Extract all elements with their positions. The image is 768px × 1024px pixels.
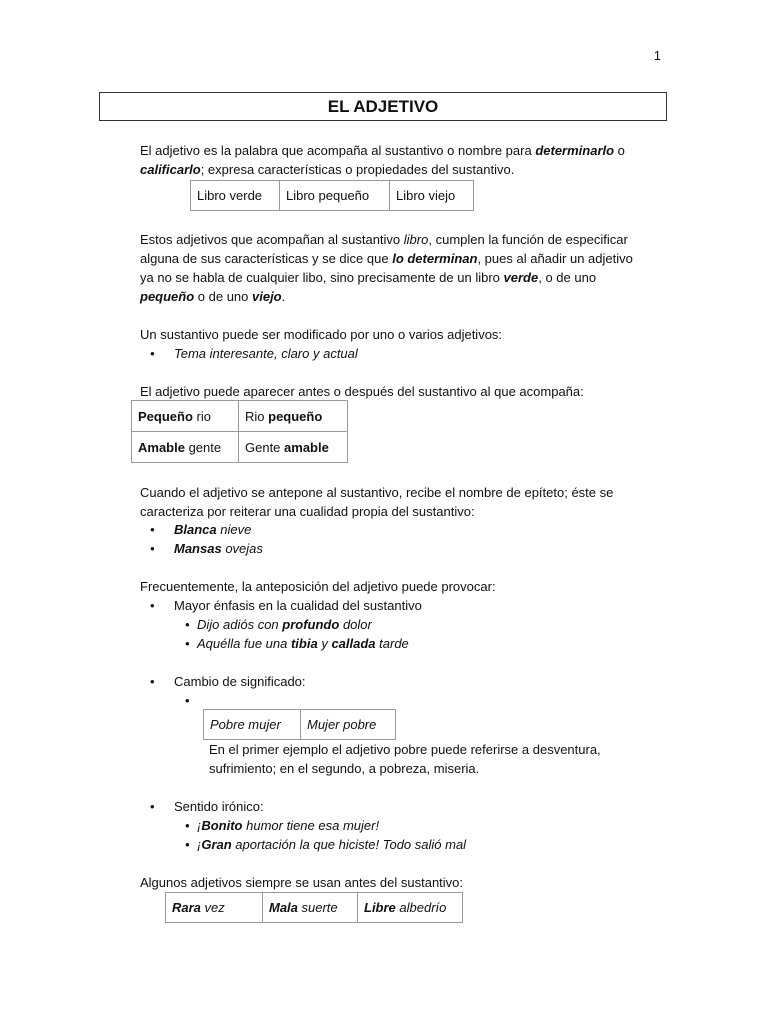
epiteto-paragraph	[140, 483, 680, 521]
libro-paragraph	[140, 230, 680, 306]
table-cell: Rara vez	[166, 893, 263, 923]
emphasis-calificarlo: calificarlo	[140, 162, 201, 177]
table-cell: Libro verde	[191, 181, 280, 211]
list-item	[185, 691, 197, 710]
intro-line-2: calificarlo; expresa características o propiedades del sustantivo.	[140, 162, 515, 177]
list-item: • Aquélla fue una tibia y callada tarde	[185, 634, 409, 653]
paragraph-line: En el primer ejemplo el adjetivo pobre puede referirse a desventura,	[209, 742, 601, 757]
table-cell: Pobre mujer	[204, 710, 301, 740]
paragraph-line: pequeño o de uno viejo.	[140, 289, 286, 304]
modifiers-paragraph: Un sustantivo puede ser modificado por uno o varios adjetivos:	[140, 327, 503, 342]
list-item: • ¡Bonito humor tiene esa mujer!	[185, 816, 466, 835]
list-item: • Sentido irónico:	[140, 797, 264, 816]
effects-list-1	[140, 596, 422, 615]
table-cell: Rio pequeño	[239, 401, 348, 432]
paragraph-line: caracteriza por reiterar una cualidad propia del sustantivo:	[140, 504, 475, 519]
modifiers-list	[140, 344, 358, 363]
list-item: • Blanca nieve	[140, 520, 263, 539]
table-row	[132, 401, 348, 432]
epiteto-list	[140, 520, 263, 558]
examples-table-libro	[190, 180, 474, 211]
table-row	[191, 181, 474, 211]
meaning-examples	[185, 691, 197, 710]
table-cell: Libro viejo	[390, 181, 474, 211]
always-before-table	[165, 892, 463, 923]
intro-paragraph	[140, 141, 680, 179]
page-number: 1	[653, 48, 661, 63]
list-item: • Tema interesante, claro y actual	[140, 344, 358, 363]
always-before-paragraph: Algunos adjetivos siempre se usan antes del sustantivo:	[140, 875, 464, 890]
list-item: • Mansas ovejas	[140, 539, 263, 558]
intro-line-1: El adjetivo es la palabra que acompaña al sustantivo o nombre para determinarlo o	[140, 143, 625, 158]
irony-examples	[185, 816, 466, 854]
effects-list-2	[140, 672, 306, 691]
anteposicion-paragraph: Frecuentemente, la anteposición del adjetivo puede provocar:	[140, 579, 496, 594]
list-item: • Mayor énfasis en la cualidad del sustantivo	[140, 596, 422, 615]
document-title: EL ADJETIVO	[99, 92, 667, 121]
list-item: • Cambio de significado:	[140, 672, 306, 691]
list-item: • ¡Gran aportación la que hiciste! Todo salió mal	[185, 835, 466, 854]
table-cell: Mujer pobre	[301, 710, 396, 740]
emphasis-determinarlo: determinarlo	[535, 143, 615, 158]
paragraph-line: sufrimiento; en el segundo, a pobreza, miseria.	[209, 761, 480, 776]
position-paragraph: El adjetivo puede aparecer antes o después del sustantivo al que acompaña:	[140, 384, 584, 399]
table-cell: Amable gente	[132, 432, 239, 463]
table-cell: Mala suerte	[263, 893, 358, 923]
table-cell: Gente amable	[239, 432, 348, 463]
paragraph-line: Estos adjetivos que acompañan al sustantivo libro, cumplen la función de especificar	[140, 232, 628, 247]
position-table	[131, 400, 348, 463]
emphasis-examples	[185, 615, 409, 653]
table-cell: Libro pequeño	[280, 181, 390, 211]
table-cell: Libre albedrío	[358, 893, 463, 923]
list-item: • Dijo adiós con profundo dolor	[185, 615, 409, 634]
paragraph-line: ya no se habla de cualquier libo, sino precisamente de un libro verde, o de uno	[140, 270, 597, 285]
table-cell: Pequeño rio	[132, 401, 239, 432]
paragraph-line: Cuando el adjetivo se antepone al sustantivo, recibe el nombre de epíteto; éste se	[140, 485, 614, 500]
meaning-table	[203, 709, 396, 740]
table-row	[166, 893, 463, 923]
table-row	[132, 432, 348, 463]
paragraph-line: alguna de sus características y se dice que lo determinan, pues al añadir un adjetivo	[140, 251, 633, 266]
effects-list-3	[140, 797, 264, 816]
meaning-explanation	[209, 740, 669, 778]
table-row	[204, 710, 396, 740]
